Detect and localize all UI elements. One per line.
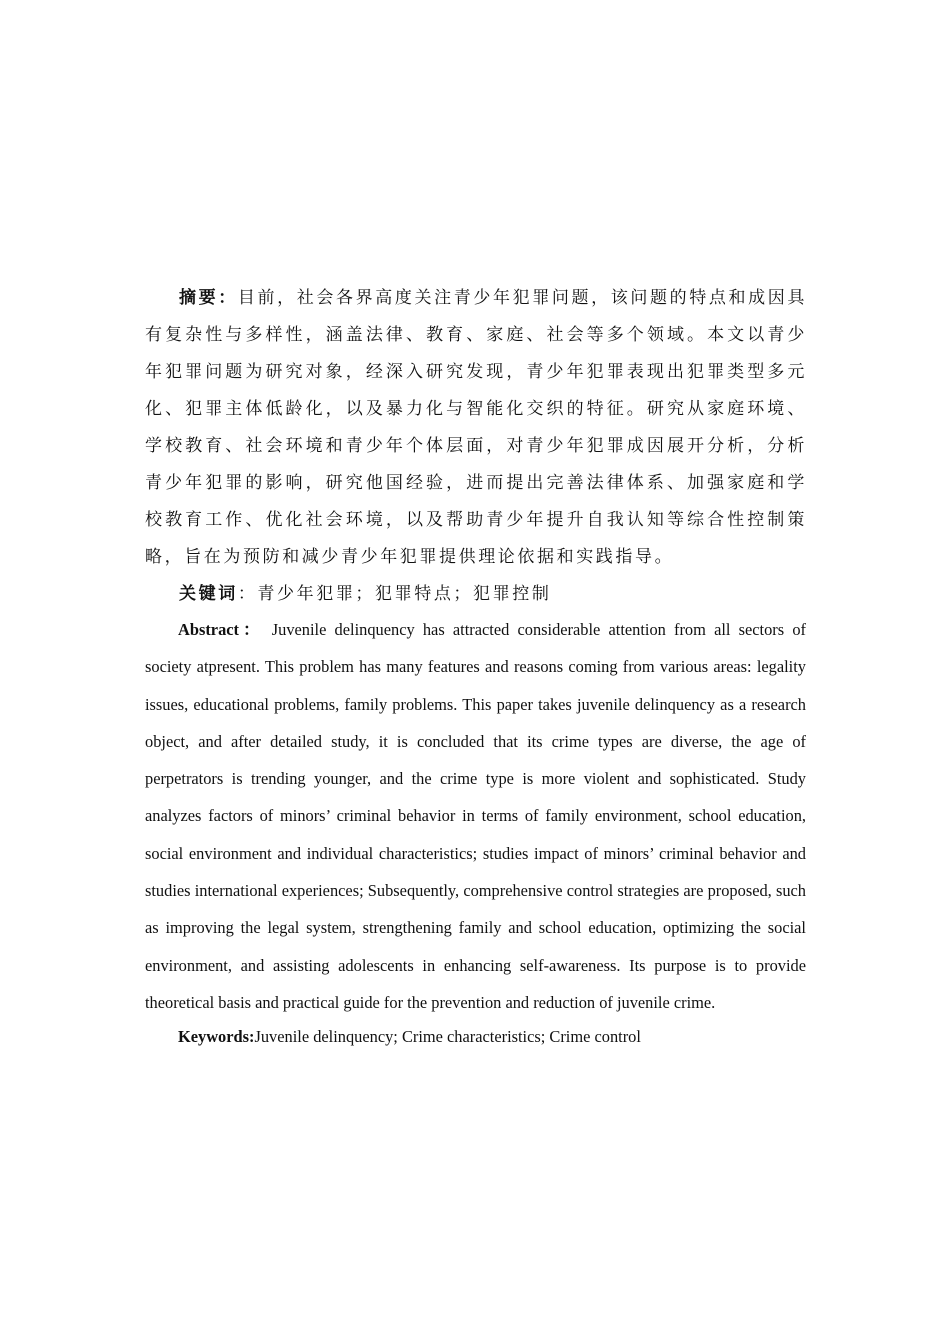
chinese-abstract-section [145, 280, 807, 613]
chinese-keywords-paragraph [145, 576, 807, 613]
english-abstract-label: Abstract： [178, 620, 264, 639]
chinese-keywords-text: 青少年犯罪；犯罪特点；犯罪控制 [257, 584, 552, 604]
chinese-abstract-label: 摘要： [179, 288, 238, 308]
english-abstract-text: Juvenile delinquency has attracted considerable attention from all sectors of society atpresent. This problem has many features and reasons coming from various areas: legality issues, educational problems, family problems. This paper takes juvenile delinquency as a research object, and after detailed study, it is concluded that its crime types are diverse, the age of perpetrators is trending younger, and the crime type is more violent and sophisticated. Study analyzes factors of minors’ criminal behavior in terms of family environment, school education, social environment and individual characteristics; studies impact of minors’ criminal behavior and studies international experiences; Subsequently, comprehensive control strategies are proposed, such as improving the legal system, strengthening family and school education, optimizing the social environment, and assisting adolescents in enhancing self-awareness. Its purpose is to provide theoretical basis and practical guide for the prevention and reduction of juvenile crime. [145, 620, 806, 1012]
english-keywords-label: Keywords: [178, 1027, 255, 1047]
english-keywords-paragraph [145, 1018, 806, 1055]
chinese-abstract-paragraph [145, 280, 807, 576]
chinese-keywords-label: 关键词 [179, 584, 238, 604]
english-abstract-paragraph [145, 611, 806, 1021]
chinese-abstract-text: 目前，社会各界高度关注青少年犯罪问题，该问题的特点和成因具有复杂性与多样性，涵盖法律、教育、家庭、社会等多个领域。本文以青少年犯罪问题为研究对象，经深入研究发现，青少年犯罪表现出犯罪类型多元化、犯罪主体低龄化，以及暴力化与智能化交织的特征。研究从家庭环境、学校教育、社会环境和青少年个体层面，对青少年犯罪成因展开分析，分析青少年犯罪的影响，研究他国经验，进而提出完善法律体系、加强家庭和学校教育工作、优化社会环境，以及帮助青少年提升自我认知等综合性控制策略，旨在为预防和减少青少年犯罪提供理论依据和实践指导。 [145, 288, 807, 567]
english-abstract-section [145, 611, 806, 1056]
chinese-keywords-separator: ： [237, 584, 258, 604]
english-keywords-text: Juvenile delinquency; Crime characteristics; Crime control [254, 1027, 641, 1047]
